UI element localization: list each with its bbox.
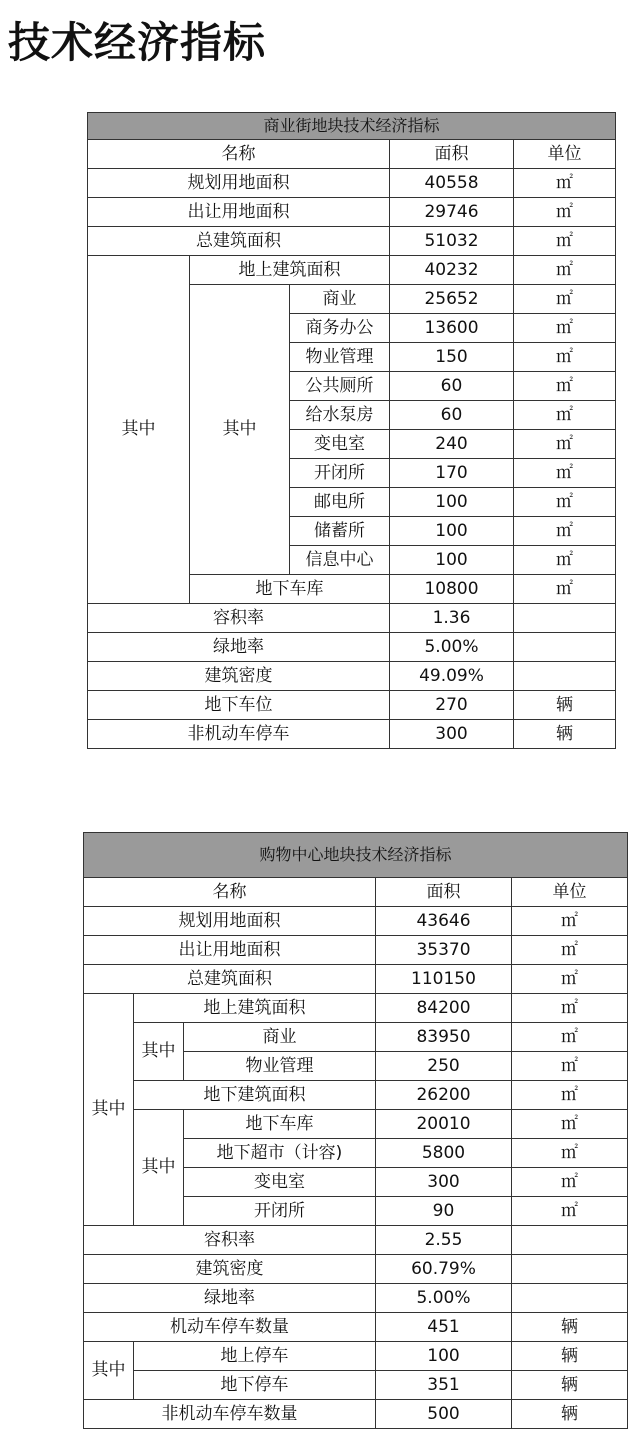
header-name: 名称 — [84, 878, 376, 907]
table-row — [84, 994, 628, 1023]
row-value: 500 — [376, 1400, 512, 1429]
row-unit — [514, 633, 616, 662]
row-value: 26200 — [376, 1081, 512, 1110]
row-name: 容积率 — [88, 604, 390, 633]
row-name: 商业 — [290, 285, 390, 314]
row-unit: ㎡ — [512, 907, 628, 936]
row-value: 60.79% — [376, 1255, 512, 1284]
row-name: 总建筑面积 — [84, 965, 376, 994]
row-name: 地下建筑面积 — [134, 1081, 376, 1110]
row-unit: ㎡ — [514, 169, 616, 198]
group-label-above-ground: 其中 — [134, 1023, 184, 1081]
row-name: 信息中心 — [290, 546, 390, 575]
row-name: 地上建筑面积 — [134, 994, 376, 1023]
table-row — [88, 662, 616, 691]
group-label-outer: 其中 — [88, 256, 190, 604]
shopping-center-indicators-table — [83, 832, 628, 1429]
row-name: 机动车停车数量 — [84, 1313, 376, 1342]
row-name: 邮电所 — [290, 488, 390, 517]
row-name: 变电室 — [184, 1168, 376, 1197]
row-value: 150 — [390, 343, 514, 372]
row-name: 非机动车停车数量 — [84, 1400, 376, 1429]
row-value: 5.00% — [376, 1284, 512, 1313]
row-name: 规划用地面积 — [84, 907, 376, 936]
table-row — [88, 169, 616, 198]
row-name: 变电室 — [290, 430, 390, 459]
row-name: 开闭所 — [184, 1197, 376, 1226]
table-row — [84, 1342, 628, 1371]
row-value: 240 — [390, 430, 514, 459]
row-unit: ㎡ — [512, 1139, 628, 1168]
group-label-outer: 其中 — [84, 994, 134, 1226]
row-name: 地下超市（计容) — [184, 1139, 376, 1168]
row-name: 物业管理 — [184, 1052, 376, 1081]
row-name: 地上建筑面积 — [190, 256, 390, 285]
row-value: 170 — [390, 459, 514, 488]
header-unit: 单位 — [514, 140, 616, 169]
row-unit: ㎡ — [514, 459, 616, 488]
commercial-street-indicators-table — [87, 112, 616, 749]
row-unit: 辆 — [512, 1313, 628, 1342]
table-caption: 购物中心地块技术经济指标 — [84, 833, 628, 878]
row-value: 110150 — [376, 965, 512, 994]
table-row — [84, 1400, 628, 1429]
row-value: 100 — [390, 546, 514, 575]
row-value: 29746 — [390, 198, 514, 227]
row-name: 地下停车 — [134, 1371, 376, 1400]
table-row — [84, 1023, 628, 1052]
table-row — [84, 1255, 628, 1284]
row-unit: ㎡ — [514, 343, 616, 372]
table-row — [84, 1226, 628, 1255]
row-value: 49.09% — [390, 662, 514, 691]
row-value: 83950 — [376, 1023, 512, 1052]
row-value: 1.36 — [390, 604, 514, 633]
header-name: 名称 — [88, 140, 390, 169]
row-name: 非机动车停车 — [88, 720, 390, 749]
row-value: 35370 — [376, 936, 512, 965]
table-row — [84, 1110, 628, 1139]
row-name: 规划用地面积 — [88, 169, 390, 198]
row-value: 300 — [376, 1168, 512, 1197]
table-row — [84, 1284, 628, 1313]
group-label-inner: 其中 — [190, 285, 290, 575]
row-unit: ㎡ — [512, 965, 628, 994]
row-name: 地下车库 — [190, 575, 390, 604]
row-unit: ㎡ — [514, 198, 616, 227]
row-unit: ㎡ — [512, 1168, 628, 1197]
row-value: 250 — [376, 1052, 512, 1081]
row-name: 建筑密度 — [84, 1255, 376, 1284]
row-unit — [512, 1255, 628, 1284]
table-row — [84, 907, 628, 936]
row-value: 270 — [390, 691, 514, 720]
row-unit: ㎡ — [514, 285, 616, 314]
row-unit: ㎡ — [514, 430, 616, 459]
row-name: 绿地率 — [88, 633, 390, 662]
row-unit: ㎡ — [514, 314, 616, 343]
row-unit: ㎡ — [514, 546, 616, 575]
row-value: 25652 — [390, 285, 514, 314]
row-name: 地下车库 — [184, 1110, 376, 1139]
row-value: 13600 — [390, 314, 514, 343]
row-name: 开闭所 — [290, 459, 390, 488]
page-title: 技术经济指标 — [8, 18, 267, 67]
header-area: 面积 — [376, 878, 512, 907]
row-name: 商务办公 — [290, 314, 390, 343]
row-value: 300 — [390, 720, 514, 749]
row-unit — [512, 1226, 628, 1255]
row-name: 出让用地面积 — [88, 198, 390, 227]
row-value: 90 — [376, 1197, 512, 1226]
row-unit: ㎡ — [512, 1052, 628, 1081]
table-row — [84, 1081, 628, 1110]
row-value: 40232 — [390, 256, 514, 285]
row-value: 40558 — [390, 169, 514, 198]
row-value: 84200 — [376, 994, 512, 1023]
row-value: 351 — [376, 1371, 512, 1400]
row-value: 60 — [390, 372, 514, 401]
row-unit: ㎡ — [514, 488, 616, 517]
table-row — [84, 1313, 628, 1342]
row-name: 地下车位 — [88, 691, 390, 720]
row-unit: ㎡ — [514, 401, 616, 430]
row-unit: ㎡ — [514, 575, 616, 604]
row-value: 60 — [390, 401, 514, 430]
row-unit — [512, 1284, 628, 1313]
row-name: 公共厕所 — [290, 372, 390, 401]
row-value: 43646 — [376, 907, 512, 936]
row-unit: 辆 — [512, 1371, 628, 1400]
row-name: 绿地率 — [84, 1284, 376, 1313]
table-row — [84, 1371, 628, 1400]
row-unit: ㎡ — [514, 372, 616, 401]
table-row — [88, 720, 616, 749]
row-unit: ㎡ — [512, 1197, 628, 1226]
row-value: 10800 — [390, 575, 514, 604]
header-area: 面积 — [390, 140, 514, 169]
group-label-below-ground: 其中 — [134, 1110, 184, 1226]
row-unit — [514, 662, 616, 691]
row-value: 100 — [390, 517, 514, 546]
row-value: 100 — [390, 488, 514, 517]
row-unit: ㎡ — [512, 1110, 628, 1139]
row-unit: ㎡ — [514, 256, 616, 285]
row-unit: ㎡ — [512, 994, 628, 1023]
row-name: 储蓄所 — [290, 517, 390, 546]
row-value: 5800 — [376, 1139, 512, 1168]
table-row — [88, 691, 616, 720]
row-unit — [514, 604, 616, 633]
row-value: 100 — [376, 1342, 512, 1371]
table-row — [84, 965, 628, 994]
row-name: 物业管理 — [290, 343, 390, 372]
row-unit: 辆 — [512, 1400, 628, 1429]
table-caption: 商业街地块技术经济指标 — [88, 113, 616, 140]
row-unit: ㎡ — [514, 517, 616, 546]
row-name: 容积率 — [84, 1226, 376, 1255]
row-name: 商业 — [184, 1023, 376, 1052]
table-row — [88, 256, 616, 285]
table-row — [84, 936, 628, 965]
row-unit: ㎡ — [512, 1023, 628, 1052]
table-row — [88, 633, 616, 662]
row-unit: ㎡ — [512, 936, 628, 965]
row-name: 出让用地面积 — [84, 936, 376, 965]
table-row — [88, 227, 616, 256]
row-unit: ㎡ — [514, 227, 616, 256]
row-value: 20010 — [376, 1110, 512, 1139]
group-label-parking: 其中 — [84, 1342, 134, 1400]
table-row — [88, 604, 616, 633]
row-unit: ㎡ — [512, 1081, 628, 1110]
row-unit: 辆 — [514, 720, 616, 749]
table-row — [88, 198, 616, 227]
row-unit: 辆 — [512, 1342, 628, 1371]
row-value: 51032 — [390, 227, 514, 256]
row-value: 5.00% — [390, 633, 514, 662]
header-unit: 单位 — [512, 878, 628, 907]
row-name: 给水泵房 — [290, 401, 390, 430]
row-name: 建筑密度 — [88, 662, 390, 691]
row-name: 地上停车 — [134, 1342, 376, 1371]
row-value: 2.55 — [376, 1226, 512, 1255]
row-value: 451 — [376, 1313, 512, 1342]
row-name: 总建筑面积 — [88, 227, 390, 256]
row-unit: 辆 — [514, 691, 616, 720]
